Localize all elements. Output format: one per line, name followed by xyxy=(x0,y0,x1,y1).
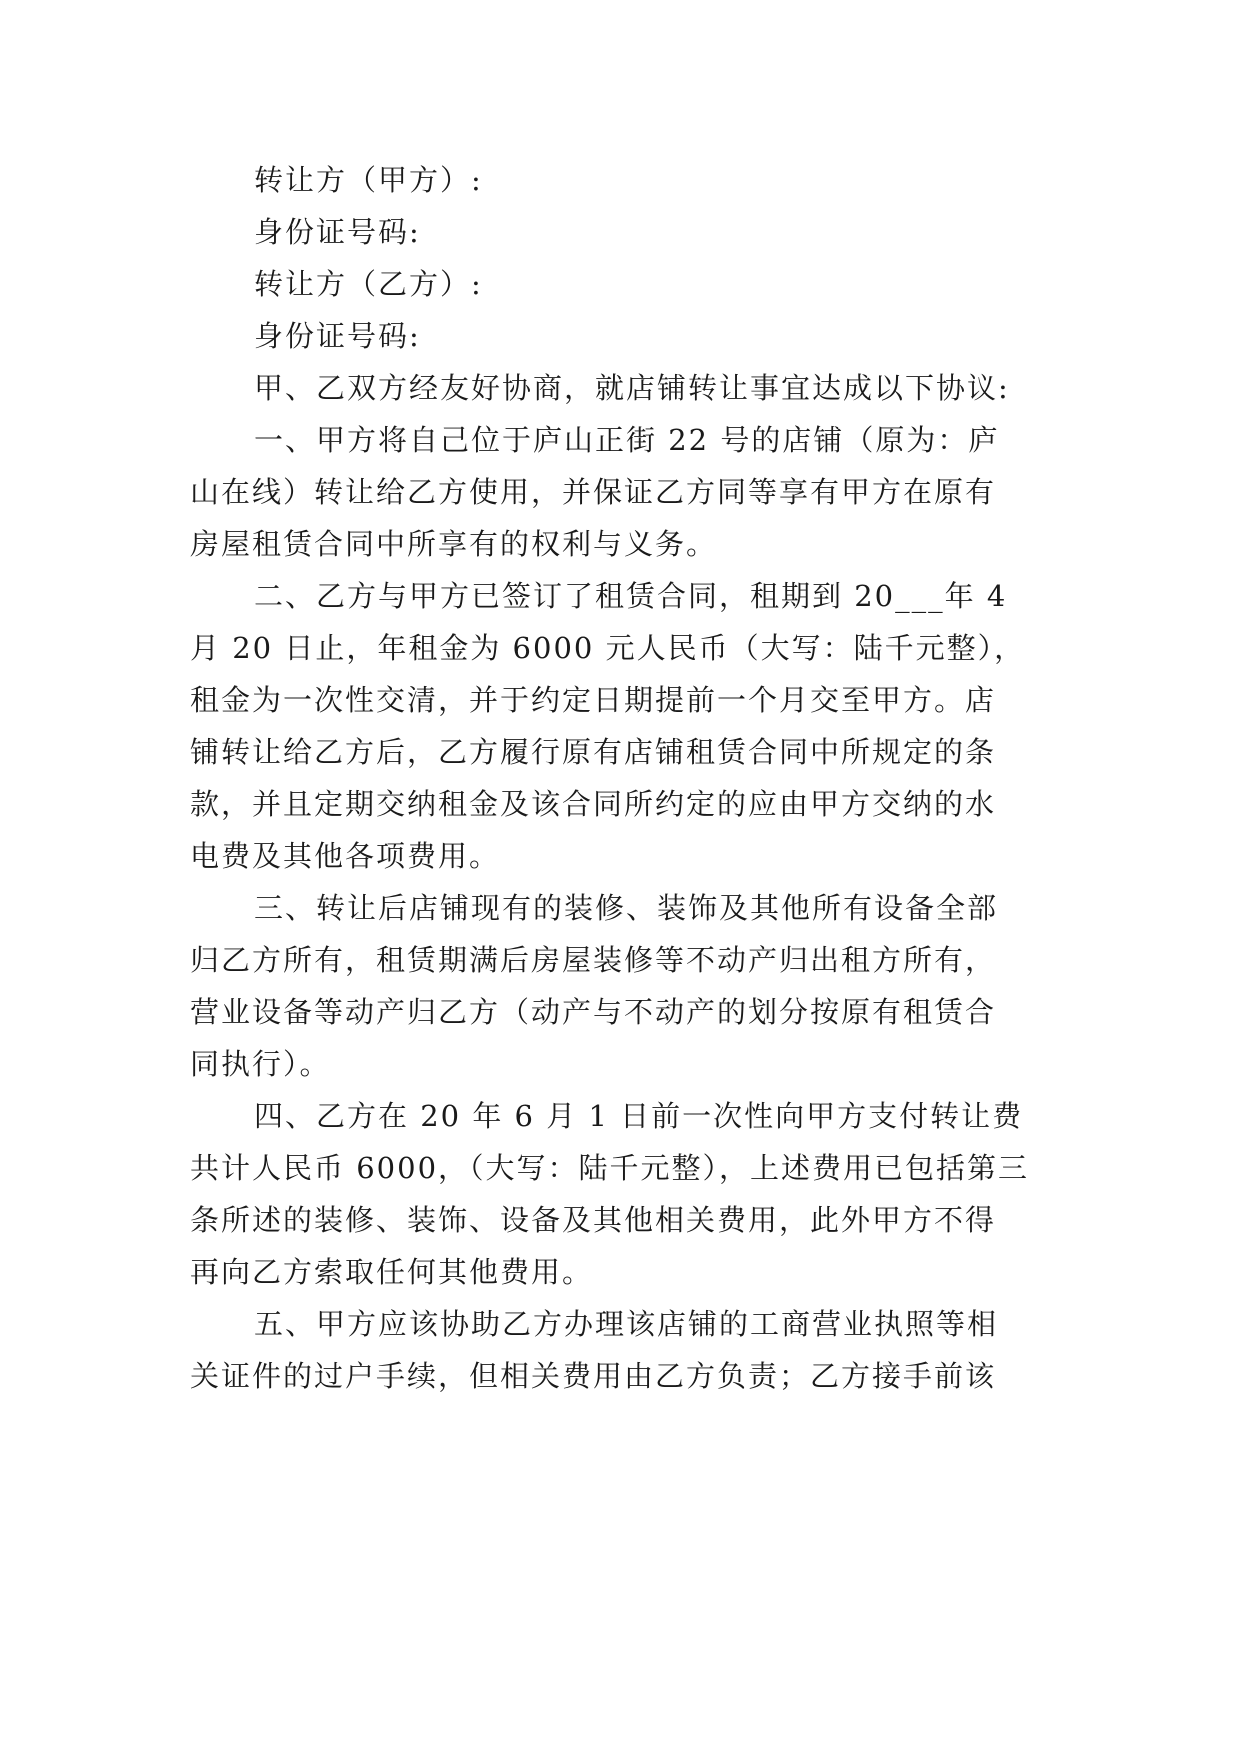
clause-2-line: 月 20 日止，年租金为 6000 元人民币（大写：陆千元整）， xyxy=(190,631,1026,665)
clause-5-line: 关证件的过户手续，但相关费用由乙方负责；乙方接手前该 xyxy=(190,1359,997,1393)
clause-2-line: 款，并且定期交纳租金及该合同所约定的应由甲方交纳的水 xyxy=(190,787,997,821)
clause-2-line: 二、乙方与甲方已签订了租赁合同，租期到 20___年 4 xyxy=(254,579,1008,613)
clause-4-line: 四、乙方在 20 年 6 月 1 日前一次性向甲方支付转让费 xyxy=(254,1099,1024,1133)
clause-3-line: 三、转让后店铺现有的装修、装饰及其他所有设备全部 xyxy=(254,891,999,925)
clause-5-line: 五、甲方应该协助乙方办理该店铺的工商营业执照等相 xyxy=(254,1307,999,1341)
party-a-id-label: 身份证号码: xyxy=(254,215,421,249)
agreement-intro: 甲、乙双方经友好协商，就店铺转让事宜达成以下协议: xyxy=(254,371,1010,405)
clause-2-line: 电费及其他各项费用。 xyxy=(190,839,501,873)
clause-3-line: 同执行）。 xyxy=(190,1047,331,1081)
clause-1-line: 一、甲方将自己位于庐山正街 22 号的店铺（原为：庐 xyxy=(254,423,1000,457)
clause-2-line: 铺转让给乙方后，乙方履行原有店铺租赁合同中所规定的条 xyxy=(190,735,997,769)
party-a-label: 转让方（甲方）: xyxy=(254,163,483,197)
party-b-label: 转让方（乙方）: xyxy=(254,267,483,301)
clause-4-line: 再向乙方索取任何其他费用。 xyxy=(190,1255,594,1289)
party-b-id-label: 身份证号码: xyxy=(254,319,421,353)
clause-3-line: 归乙方所有，租赁期满后房屋装修等不动产归出租方所有， xyxy=(190,943,997,977)
clause-1-line: 房屋租赁合同中所享有的权利与义务。 xyxy=(190,527,718,561)
clause-4-line: 条所述的装修、装饰、设备及其他相关费用，此外甲方不得 xyxy=(190,1203,997,1237)
clause-1-line: 山在线）转让给乙方使用，并保证乙方同等享有甲方在原有 xyxy=(190,475,997,509)
clause-3-line: 营业设备等动产归乙方（动产与不动产的划分按原有租赁合 xyxy=(190,995,997,1029)
clause-4-line: 共计人民币 6000，（大写：陆千元整），上述费用已包括第三 xyxy=(190,1151,1030,1185)
clause-2-line: 租金为一次性交清，并于约定日期提前一个月交至甲方。店 xyxy=(190,683,997,717)
